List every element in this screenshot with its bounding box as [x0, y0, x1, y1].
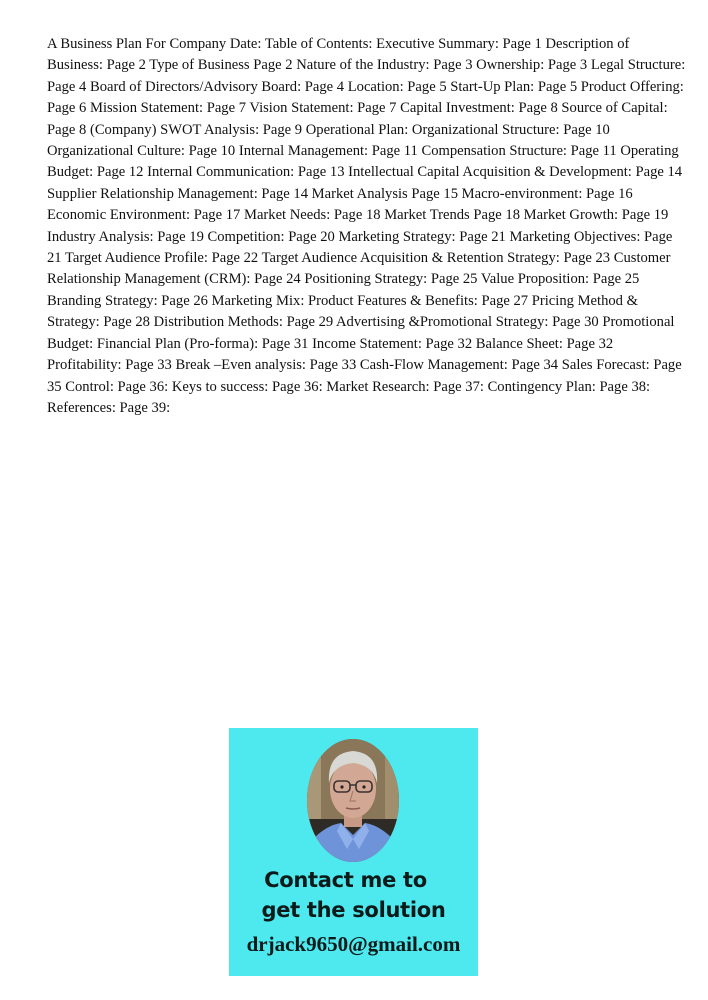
contact-email: drjack9650@gmail.com [246, 932, 461, 956]
contact-cta-line-2: get the solution [261, 898, 446, 922]
portrait-photo [307, 739, 399, 862]
contact-card-image[interactable] [229, 728, 478, 976]
contact-cta-line-1: Contact me to [264, 868, 427, 892]
document-body-text: A Business Plan For Company Date: Table of Contents: Executive Summary: Page 1 Description of Business: Page 2 Type of Business Page 2 Nature of the Industry: Page 3 Ownership: Page 3 Legal Structure: Page 4 Board of Directors/Advisory Board: Page 4 Location: Page 5 Start-Up Plan: Page 5 Product Offering: Page 6 Mission Statement: Page 7 Vision Statement: Page 7 Capital Investment: Page 8 Source of Capital: Page 8 (Company) SWOT Analysis: Page 9 Operational Plan: Organizational Structure: Page 10 Organizational Culture: Page 10 Internal Management: Page 11 Compensation Structure: Page 11 Operating Budget: Page 12 Internal Communication: Page 13 Intellectual Capital Acquisition & Development: Page 14 Supplier Relationship Management: Page 14 Market Analysis Page 15 Macro-environment: Page 16 Economic Environment: Page 17 Market Needs: Page 18 Market Trends Page 18 Market Growth: Page 19 Industry Analysis: Page 19 Competition: Page 20 Marketing Strategy: Page 21 Marketing Objectives: Page 21 Target Audience Profile: Page 22 Target Audience Acquisition & Retention Strategy: Page 23 Customer Relationship Management (CRM): Page 24 Positioning Strategy: Page 25 Value Proposition: Page 25 Branding Strategy: Page 26 Marketing Mix: Product Features & Benefits: Page 27 Pricing Method & Strategy: Page 28 Distribution Methods: Page 29 Advertising &Promotional Strategy: Page 30 Promotional Budget: Financial Plan (Pro-forma): Page 31 Income Statement: Page 32 Balance Sheet: Page 32 Profitability: Page 33 Break –Even analysis: Page 33 Cash-Flow Management: Page 34 Sales Forecast: Page 35 Control: Page 36: Keys to success: Page 36: Market Research: Page 37: Contingency Plan: Page 38: References: Page 39: [47, 36, 686, 416]
